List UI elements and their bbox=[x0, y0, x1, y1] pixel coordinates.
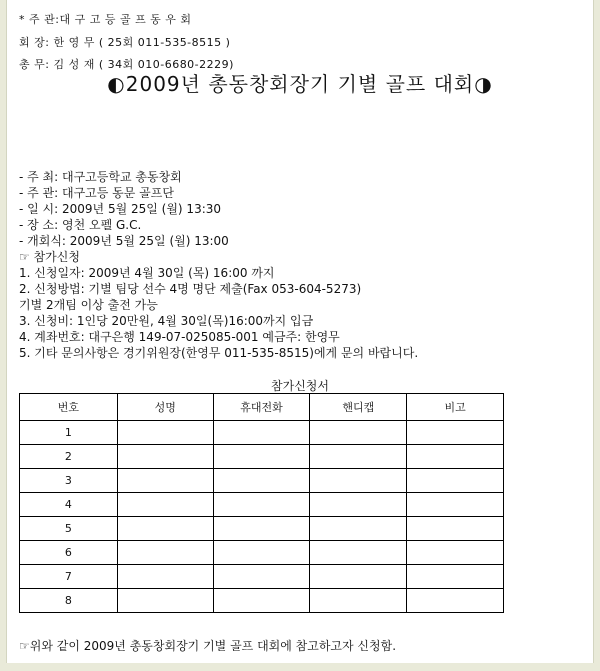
remarks-cell[interactable] bbox=[407, 589, 504, 613]
form-caption: 참가신청서 bbox=[271, 379, 329, 393]
detail-team-note: 기별 2개팀 이상 출전 가능 bbox=[19, 298, 158, 312]
remarks-cell[interactable] bbox=[407, 421, 504, 445]
detail-manager: - 주 관: 대구고등 동문 골프단 bbox=[19, 186, 174, 200]
row-number: 8 bbox=[20, 589, 118, 613]
detail-registration-method: 2. 신청방법: 기별 팀당 선수 4명 명단 제출(Fax 053-604-5273) bbox=[19, 282, 362, 296]
phone-cell[interactable] bbox=[213, 421, 310, 445]
table-row bbox=[20, 469, 504, 493]
handicap-cell[interactable] bbox=[310, 493, 407, 517]
remarks-cell[interactable] bbox=[407, 541, 504, 565]
name-cell[interactable] bbox=[117, 445, 213, 469]
page-title: ◐2009년 총동창회장기 기별 골프 대회◑ bbox=[107, 72, 493, 96]
application-table bbox=[19, 393, 504, 613]
table-row bbox=[20, 565, 504, 589]
detail-registration-date: 1. 신청일자: 2009년 4월 30일 (목) 16:00 까지 bbox=[19, 266, 275, 280]
phone-cell[interactable] bbox=[213, 445, 310, 469]
phone-cell[interactable] bbox=[213, 493, 310, 517]
name-cell[interactable] bbox=[117, 541, 213, 565]
name-cell[interactable] bbox=[117, 517, 213, 541]
table-header-row bbox=[20, 394, 504, 421]
row-number: 5 bbox=[20, 517, 118, 541]
detail-registration-heading: ☞ 참가신청 bbox=[19, 250, 80, 264]
handicap-cell[interactable] bbox=[310, 541, 407, 565]
secretary-line: 총 무: 김 성 재 ( 34회 010-6680-2229) bbox=[19, 58, 234, 71]
handicap-cell[interactable] bbox=[310, 565, 407, 589]
detail-host: - 주 최: 대구고등학교 총동창회 bbox=[19, 170, 182, 184]
phone-cell[interactable] bbox=[213, 541, 310, 565]
row-number: 6 bbox=[20, 541, 118, 565]
remarks-cell[interactable] bbox=[407, 469, 504, 493]
detail-inquiry: 5. 기타 문의사항은 경기위원장(한영무 011-535-8515)에게 문의 바랍니다. bbox=[19, 346, 419, 360]
table-row bbox=[20, 589, 504, 613]
table-row bbox=[20, 493, 504, 517]
row-number: 7 bbox=[20, 565, 118, 589]
column-header-phone: 휴대전화 bbox=[213, 394, 310, 421]
remarks-cell[interactable] bbox=[407, 565, 504, 589]
table-row bbox=[20, 421, 504, 445]
handicap-cell[interactable] bbox=[310, 589, 407, 613]
remarks-cell[interactable] bbox=[407, 517, 504, 541]
detail-fee: 3. 신청비: 1인당 20만원, 4월 30일(목)16:00까지 입금 bbox=[19, 314, 314, 328]
handicap-cell[interactable] bbox=[310, 469, 407, 493]
handicap-cell[interactable] bbox=[310, 517, 407, 541]
detail-venue: - 장 소: 영천 오펠 G.C. bbox=[19, 218, 142, 232]
handicap-cell[interactable] bbox=[310, 421, 407, 445]
detail-opening: - 개회식: 2009년 5월 25일 (월) 13:00 bbox=[19, 234, 229, 248]
phone-cell[interactable] bbox=[213, 469, 310, 493]
detail-account: 4. 계좌번호: 대구은행 149-07-025085-001 예금주: 한영무 bbox=[19, 330, 340, 344]
organizer-line: * 주 관:대 구 고 등 골 프 동 우 회 bbox=[19, 13, 192, 26]
name-cell[interactable] bbox=[117, 493, 213, 517]
detail-date: - 일 시: 2009년 5월 25일 (월) 13:30 bbox=[19, 202, 222, 216]
name-cell[interactable] bbox=[117, 421, 213, 445]
column-header-number: 번호 bbox=[20, 394, 118, 421]
remarks-cell[interactable] bbox=[407, 445, 504, 469]
row-number: 3 bbox=[20, 469, 118, 493]
table-row bbox=[20, 517, 504, 541]
remarks-cell[interactable] bbox=[407, 493, 504, 517]
row-number: 1 bbox=[20, 421, 118, 445]
phone-cell[interactable] bbox=[213, 565, 310, 589]
column-header-remarks: 비고 bbox=[407, 394, 504, 421]
phone-cell[interactable] bbox=[213, 517, 310, 541]
handicap-cell[interactable] bbox=[310, 445, 407, 469]
name-cell[interactable] bbox=[117, 469, 213, 493]
president-line: 회 장: 한 영 무 ( 25회 011-535-8515 ) bbox=[19, 36, 231, 49]
phone-cell[interactable] bbox=[213, 589, 310, 613]
document-page bbox=[6, 0, 594, 663]
column-header-name: 성명 bbox=[117, 394, 213, 421]
column-header-handicap: 핸디캡 bbox=[310, 394, 407, 421]
name-cell[interactable] bbox=[117, 589, 213, 613]
row-number: 2 bbox=[20, 445, 118, 469]
row-number: 4 bbox=[20, 493, 118, 517]
table-row bbox=[20, 541, 504, 565]
table-row bbox=[20, 445, 504, 469]
name-cell[interactable] bbox=[117, 565, 213, 589]
footer-statement: ☞위와 같이 2009년 총동창회장기 기별 골프 대회에 참고하고자 신청함. bbox=[19, 639, 397, 653]
